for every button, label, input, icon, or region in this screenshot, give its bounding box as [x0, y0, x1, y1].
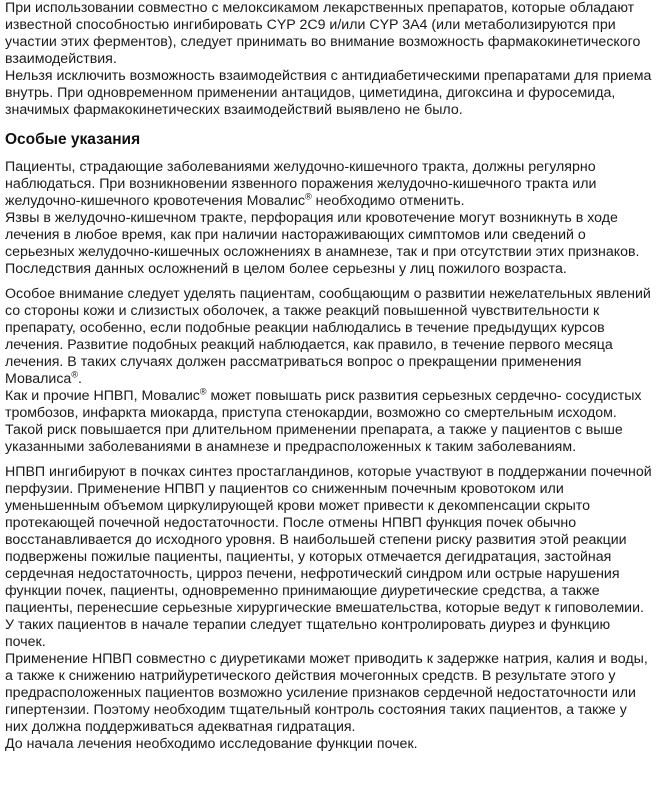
gi-block [5, 159, 653, 278]
renal-paragraph-diuretics: Применение НПВП совместно с диуретиками может приводить к задержке натрия, калия и воды, а также к снижению натрийуретического действия мочегонных средств. В результате этого у предрасположенных пациентов возможно усиление признаков сердечной недостаточности или гипертензии. Поэтому необходим тщательный контроль состояния таких пациентов, а также у них должна поддерживаться адекватная гидратация. [5, 651, 648, 735]
document-body [5, 0, 653, 753]
skin-cardio-block [5, 286, 653, 456]
intro-paragraph-antidiabetic: Нельзя исключить возможность взаимодействия с антидиабетическими препаратами для приема внутрь. При одновременном применении антацидов, циметидина, дигоксина и фуросемида, значимых фармакокинетических взаимодействий выявлено не было. [5, 68, 652, 118]
skin-text-b: . [77, 371, 82, 387]
intro-block [5, 0, 653, 119]
gi-text-b: необходимо отменить. [311, 193, 465, 209]
renal-paragraph-prostaglandins: НПВП ингибируют в почках синтез простагландинов, которые участвуют в поддержании почечной перфузии. Применение НПВП у пациентов со сниженным почечным кровотоком или уменьшенным объемом циркулирующей крови может привести к декомпенсации скрыто протекающей почечной недостаточности. После отмены НПВП функция почек обычно восстанавливается до исходного уровня. В наибольшей степени риску развития этой реакции подвержены пожилые пациенты, пациенты, у которых отмечается дегидратация, застойная сердечная недостаточность, цирроз печени, нефротический синдром или острые нарушения функции почек, пациенты, одновременно принимающие диуретические средства, а также пациенты, перенесшие серьезные хирургические вмешательства, которые ведут к гиповолемии. У таких пациентов в начале терапии следует тщательно контролировать диурез и функцию почек. [5, 464, 652, 650]
gi-text-a: Пациенты, страдающие заболеваниями желудочно-кишечного тракта, должны регулярно наблюдаться. При возникновении язвенного поражения желудочно-кишечного тракта или желудочно-кишечного кровотечения Мовалис [5, 159, 597, 209]
intro-paragraph-cyp: При использовании совместно с мелоксикамом лекарственных препаратов, которые обладают известной способностью ингибировать CYP 2C9 и/или CYP 3A4 (или метаболизируются при участии этих ферментов), следует принимать во внимание возможность фармакокинетического взаимодействия. [5, 0, 641, 67]
cardio-text-a: Как и прочие НПВП, Мовалис [5, 388, 200, 404]
registered-mark: ® [71, 369, 78, 380]
registered-mark: ® [305, 191, 312, 202]
renal-block [5, 464, 653, 753]
skin-text-a: Особое внимание следует уделять пациентам, сообщающим о развитии нежелательных явлений со стороны кожи и слизистых оболочек, а также реакций повышенной чувствительности к препарату, особенно, если подобные реакции наблюдались в течение предыдущих курсов лечения. Развитие подобных реакций наблюдается, как правило, в течение первого месяца лечения. В таких случаях должен рассматриваться вопрос о прекращении применения Мовалиса [5, 286, 651, 387]
gi-paragraph-monitoring [5, 159, 653, 210]
renal-paragraph-kidney-test: До начала лечения необходимо исследование функции почек. [5, 736, 418, 752]
section-title: Особые указания [5, 131, 141, 148]
gi-paragraph-ulcers: Язвы в желудочно-кишечном тракте, перфорация или кровотечение могут возникнуть в ходе лечения в любое время, как при наличии настораживающих симптомов или сведений о серьезных желудочно-кишечных осложнениях в анамнезе, так и при отсутствии этих признаков. Последствия данных осложнений в целом более серьезны у лиц пожилого возраста. [5, 210, 640, 277]
registered-mark: ® [199, 386, 207, 397]
cardio-paragraph [5, 388, 653, 456]
skin-paragraph [5, 286, 653, 388]
cardio-text-b: может повышать риск развития серьезных сердечно- сосудистых тромбозов, инфаркта миокарда, приступа стенокардии, возможно со смертельным исходом. Такой риск повышается при длительном применении препарата, а также у пациентов с выше указанными заболеваниями в анамнезе и предрасположенных к таким заболеваниям. [5, 388, 642, 455]
